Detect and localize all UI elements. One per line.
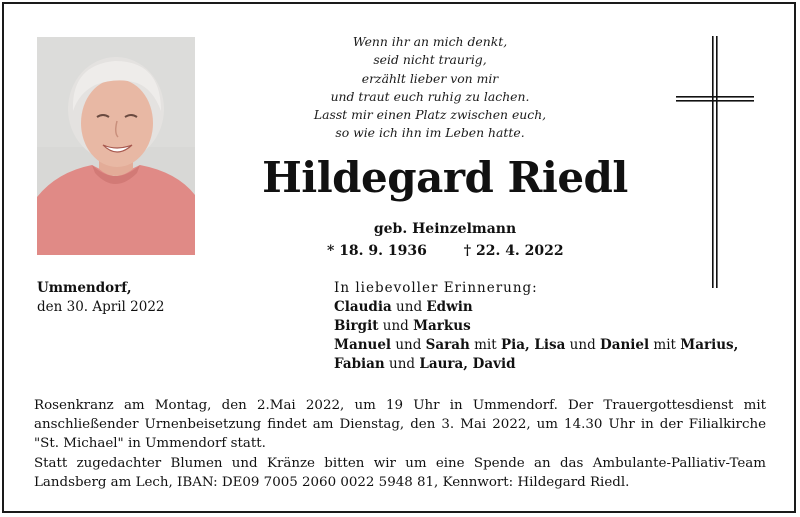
poem-line: so wie ich ihn im Leben hatte. bbox=[335, 125, 525, 141]
place-and-date bbox=[37, 279, 165, 317]
notice-date: den 30. April 2022 bbox=[37, 299, 165, 315]
family-line: Birgit und Markus bbox=[334, 318, 471, 334]
memorial-poem bbox=[300, 33, 560, 143]
portrait-image bbox=[37, 37, 195, 255]
rosary-text: Rosenkranz am Montag, den 2.Mai 2022, um 19 Uhr in Ummendorf. Der Trauergottesdienst mit anschließender Urnenbeisetzung findet am Dienstag, den 3. Mai 2022, um 14.30 Uhr in der Filialkirche "St. Michael" in Ummendorf statt. bbox=[34, 398, 766, 452]
portrait-photo bbox=[37, 37, 195, 255]
place-town: Ummendorf, bbox=[37, 280, 132, 296]
death-date: † 22. 4. 2022 bbox=[463, 243, 564, 259]
poem-line: und traut euch ruhig zu lachen. bbox=[330, 88, 530, 104]
family-line: Claudia und Edwin bbox=[334, 299, 473, 315]
family-line: Fabian und Laura, David bbox=[334, 356, 516, 372]
life-dates bbox=[327, 243, 564, 259]
service-details bbox=[34, 396, 766, 492]
poem-line: Lasst mir einen Platz zwischen euch, bbox=[313, 107, 547, 123]
poem-line: erzählt lieber von mir bbox=[361, 70, 499, 86]
family-line: Manuel und Sarah mit Pia, Lisa und Daniel mit Marius, bbox=[334, 337, 739, 353]
family-list bbox=[334, 279, 738, 374]
family-intro: In liebevoller Erinnerung: bbox=[334, 280, 538, 296]
deceased-name: Hildegard Riedl bbox=[262, 153, 628, 202]
cross-icon bbox=[672, 36, 758, 288]
birth-name: geb. Heinzelmann bbox=[373, 221, 517, 237]
birth-date: * 18. 9. 1936 bbox=[327, 243, 427, 259]
poem-line: Wenn ihr an mich denkt, bbox=[352, 34, 508, 49]
poem-line: seid nicht traurig, bbox=[373, 52, 487, 68]
donation-text: Statt zugedachter Blumen und Kränze bitten wir um eine Spende an das Ambulante-Palliativ-Team Landsberg am Lech, IBAN: DE09 7005 2060 0022 5948 81, Kennwort: Hildegard Riedl. bbox=[34, 455, 766, 490]
